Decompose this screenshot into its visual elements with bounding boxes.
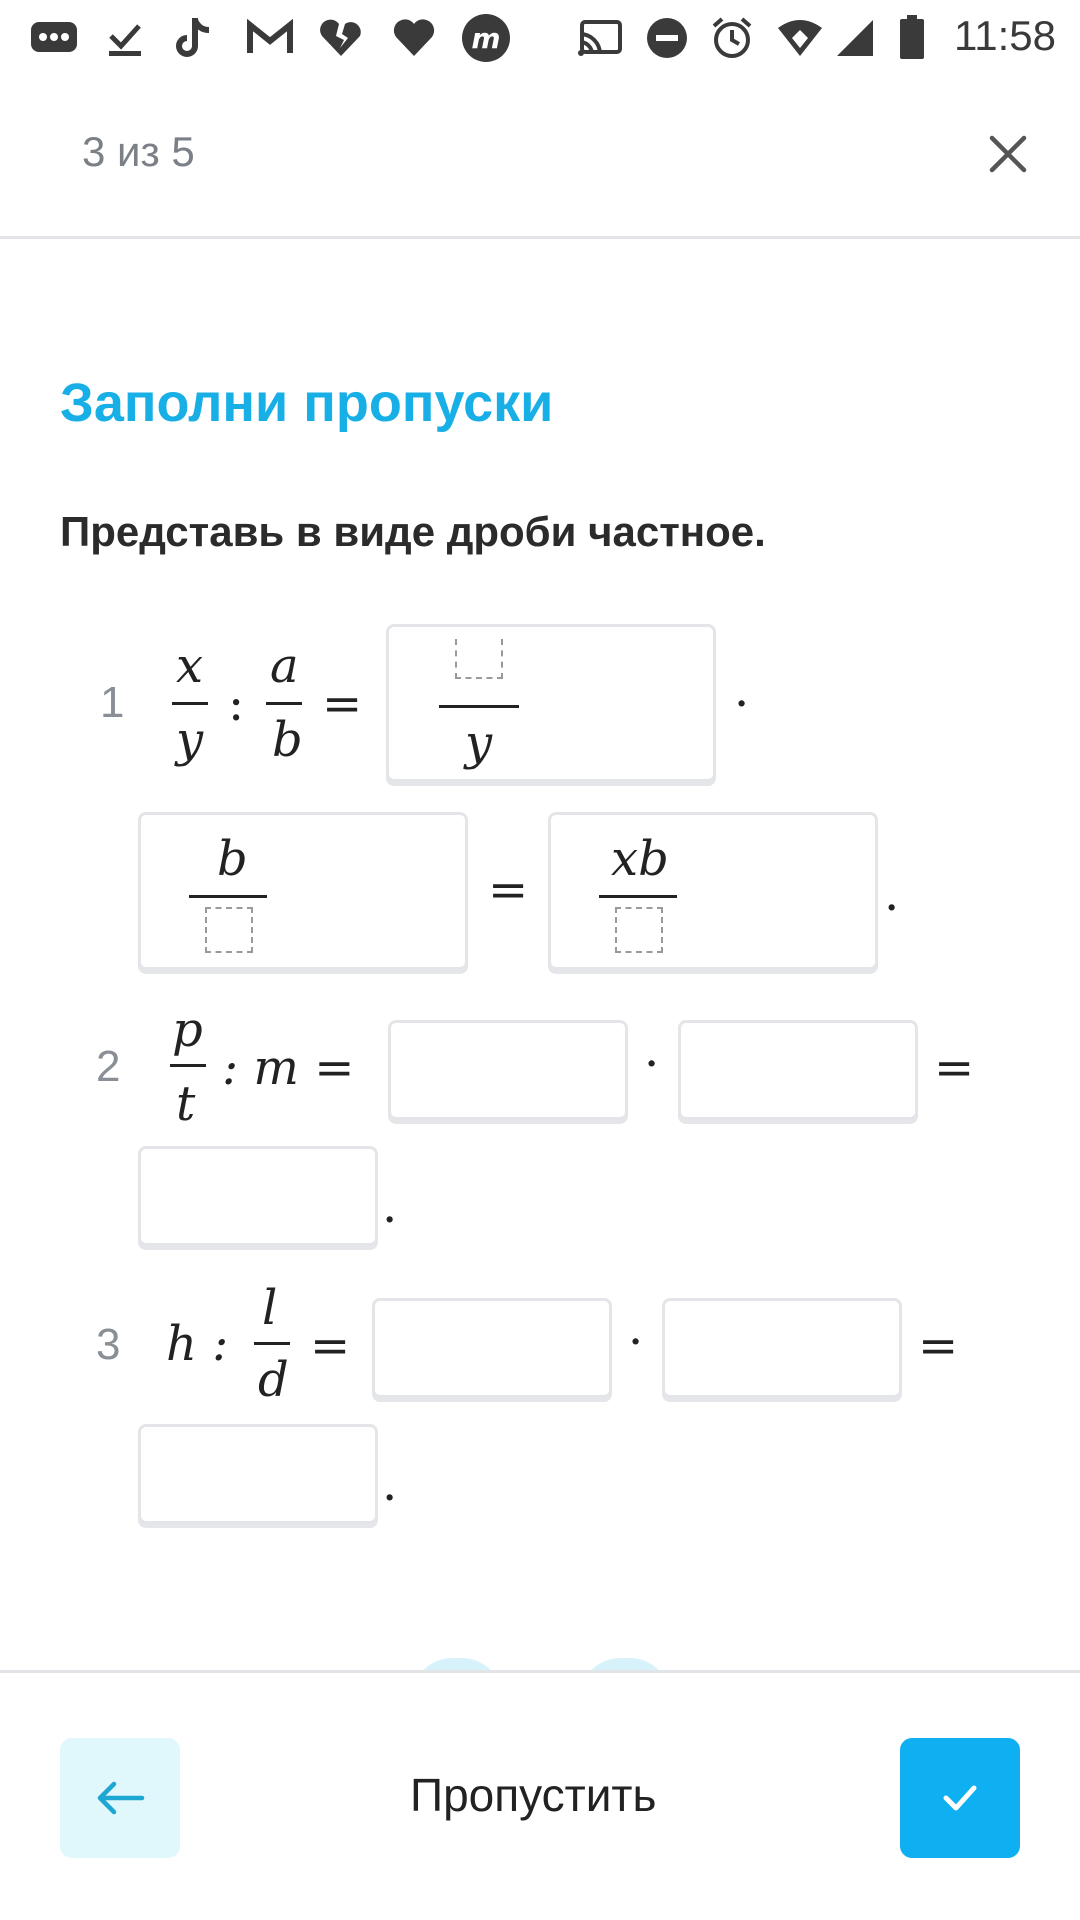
back-button[interactable] (60, 1738, 180, 1858)
download-done-icon (102, 14, 148, 62)
task-title: Заполни пропуски (60, 373, 554, 433)
equals-sign: = (934, 1040, 975, 1096)
close-icon (980, 126, 1036, 182)
equals-sign: = (310, 1318, 351, 1374)
svg-text:m: m (471, 22, 501, 55)
multiply-dot: · (734, 676, 750, 732)
answer-box-fraction-3[interactable] (548, 812, 878, 970)
close-button[interactable] (980, 126, 1036, 182)
fraction-numerator: x (176, 638, 204, 694)
expression-pre: h : (166, 1316, 229, 1372)
answer-input[interactable] (678, 1020, 918, 1120)
denominator-slot[interactable] (615, 907, 663, 953)
m-app-icon (458, 14, 514, 62)
fraction-bar (172, 702, 208, 705)
gmail-icon (244, 14, 296, 62)
footer-divider (0, 1670, 1080, 1673)
multiply-dot: · (644, 1036, 660, 1092)
period: . (382, 1178, 398, 1234)
fraction-denominator: y (176, 712, 204, 768)
expression-rest: : m = (222, 1040, 355, 1096)
alarm-icon (708, 14, 756, 62)
equals-sign: = (488, 862, 529, 918)
problem-number: 3 (96, 1320, 121, 1369)
fraction-numerator: a (270, 638, 299, 694)
denominator-slot[interactable] (205, 907, 253, 953)
fraction-denominator: d (258, 1352, 289, 1408)
tiktok-icon (170, 14, 216, 62)
fraction-bar (254, 1342, 290, 1345)
answer-input[interactable] (138, 1146, 378, 1246)
answer-input[interactable] (388, 1020, 628, 1120)
fraction-bar (266, 702, 302, 705)
arrow-left-icon (94, 1780, 146, 1816)
fraction-numerator: b (217, 831, 248, 887)
fraction-bar (599, 895, 677, 898)
skip-button[interactable]: Пропустить (410, 1769, 657, 1821)
answer-box-fraction-1[interactable] (386, 624, 716, 782)
do-not-disturb-icon (644, 14, 690, 62)
fraction-denominator: t (176, 1076, 196, 1132)
fraction-bar (439, 705, 519, 708)
header-divider (0, 236, 1080, 239)
multiply-dot: · (628, 1314, 644, 1370)
fraction-denominator: y (465, 715, 493, 771)
fraction-numerator: l (262, 1280, 278, 1336)
broken-heart-icon (316, 14, 366, 62)
chat-icon (26, 14, 82, 62)
heart-icon (390, 14, 438, 62)
equals-sign: = (918, 1318, 959, 1374)
fraction-numerator: xb (611, 831, 669, 887)
fraction-bar (170, 1064, 206, 1067)
cast-icon (574, 14, 626, 62)
fraction-denominator: b (272, 712, 303, 768)
divide-sign: : (228, 676, 245, 732)
problem-number: 1 (100, 678, 125, 727)
answer-input[interactable] (372, 1298, 612, 1398)
fraction-bar (189, 895, 267, 898)
check-button[interactable] (900, 1738, 1020, 1858)
numerator-slot[interactable] (455, 639, 503, 679)
clock-time: 11:58 (954, 12, 1056, 59)
period: . (884, 866, 900, 922)
problem-number: 2 (96, 1042, 121, 1091)
equals-sign: = (322, 676, 363, 732)
checkmark-icon (940, 1782, 980, 1814)
task-instruction: Представь в виде дроби частное. (60, 508, 766, 555)
wifi-icon (774, 14, 826, 62)
period: . (382, 1456, 398, 1512)
answer-input[interactable] (662, 1298, 902, 1398)
fraction-numerator: p (172, 1002, 203, 1058)
signal-icon (834, 14, 876, 62)
answer-box-fraction-2[interactable] (138, 812, 468, 970)
status-bar (0, 0, 1080, 76)
answer-input[interactable] (138, 1424, 378, 1524)
battery-icon (896, 14, 928, 62)
progress-counter: 3 из 5 (82, 128, 195, 175)
